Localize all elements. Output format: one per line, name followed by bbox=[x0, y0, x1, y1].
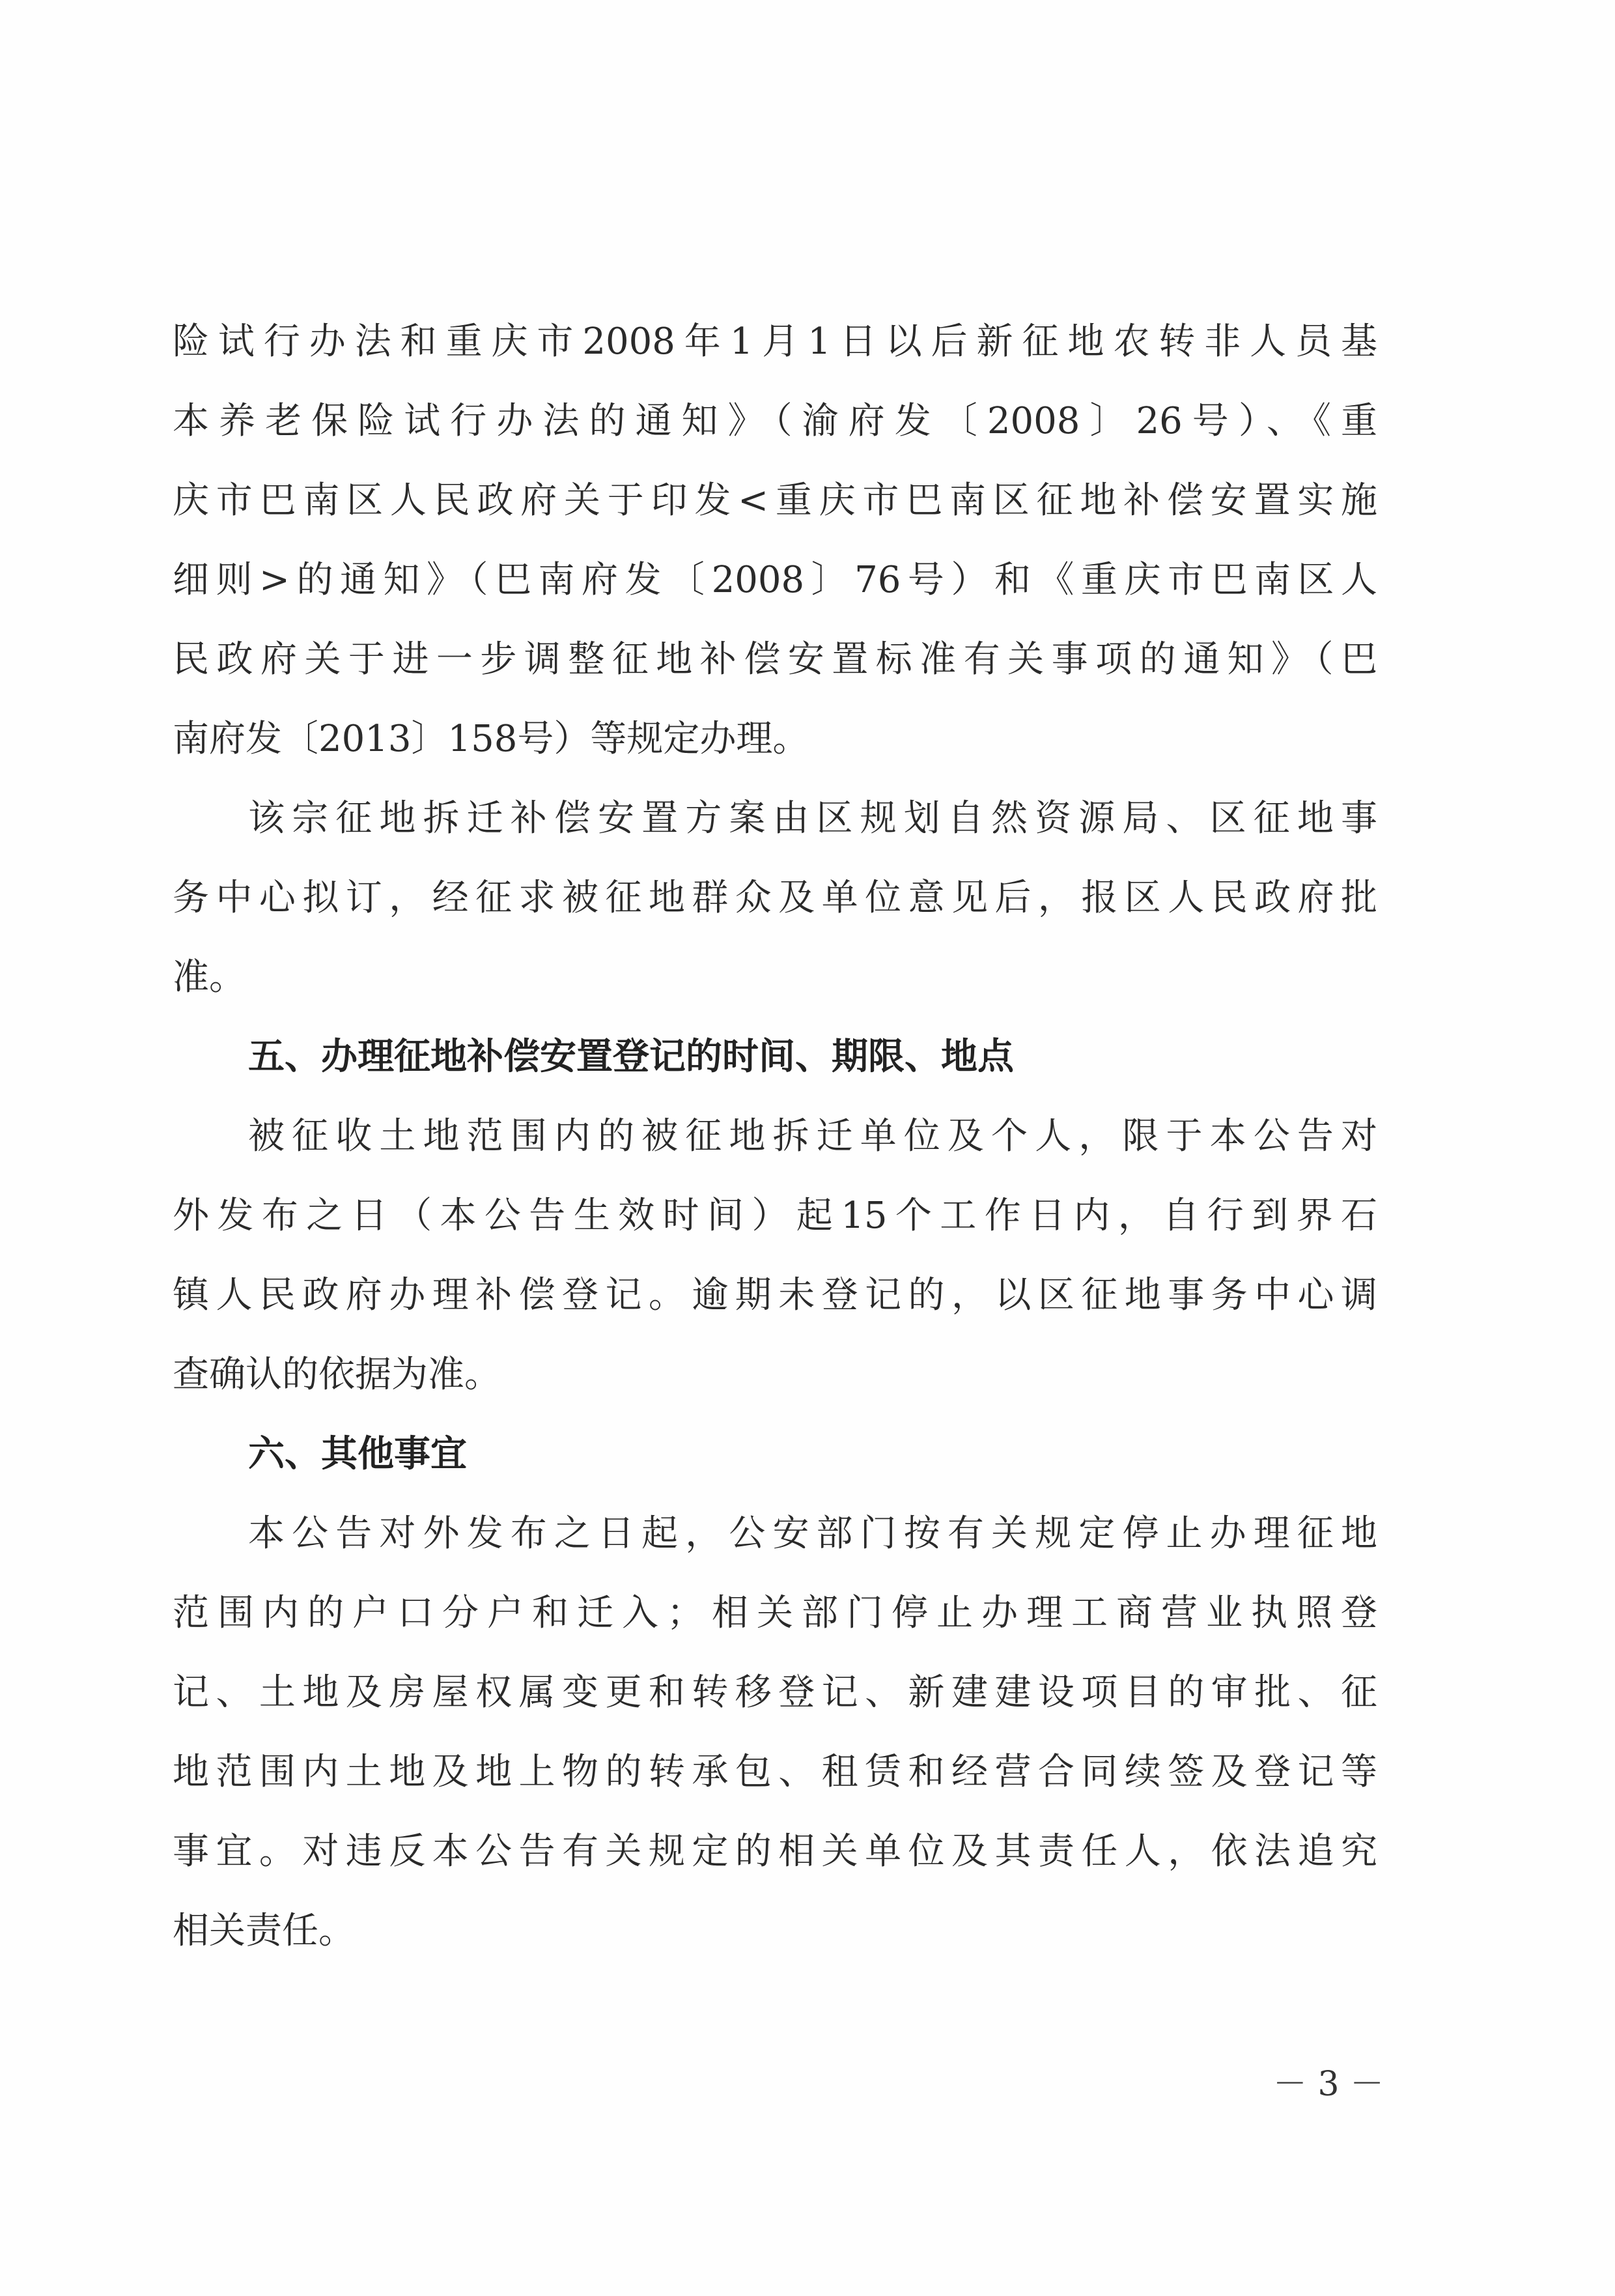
paragraph-line: 镇人民政府办理补偿登记。逾期未登记的，以区征地事务中心调 bbox=[173, 1274, 1377, 1316]
paragraph-line: 务中心拟订，经征求被征地群众及单位意见后，报区人民政府批 bbox=[173, 877, 1377, 919]
paragraph-line: 查确认的依据为准。 bbox=[173, 1354, 501, 1396]
paragraph-line: 准。 bbox=[173, 956, 246, 999]
paragraph-line: 本养老保险试行办法的通知》（渝府发〔2008〕26号）、《重 bbox=[173, 400, 1377, 442]
paragraph-line: 范围内的户口分户和迁入；相关部门停止办理工商营业执照登 bbox=[173, 1592, 1377, 1634]
section-heading-six: 六、其他事宜 bbox=[248, 1433, 467, 1475]
paragraph-line: 细则>的通知》（巴南府发〔2008〕76号）和《重庆市巴南区人 bbox=[173, 559, 1377, 601]
paragraph-line: 记、土地及房屋权属变更和转移登记、新建建设项目的审批、征 bbox=[173, 1671, 1377, 1714]
paragraph-line: 该宗征地拆迁补偿安置方案由区规划自然资源局、区征地事 bbox=[248, 797, 1377, 840]
document-body bbox=[173, 302, 1377, 1971]
paragraph-line: 本公告对外发布之日起，公安部门按有关规定停止办理征地 bbox=[248, 1512, 1377, 1555]
paragraph-line: 外发布之日（本公告生效时间）起15个工作日内，自行到界石 bbox=[173, 1195, 1377, 1237]
paragraph-line: 庆市巴南区人民政府关于印发<重庆市巴南区征地补偿安置实施 bbox=[173, 479, 1377, 522]
paragraph-line: 险试行办法和重庆市2008年1月1日以后新征地农转非人员基 bbox=[173, 320, 1377, 363]
paragraph-line: 民政府关于进一步调整征地补偿安置标准有关事项的通知》（巴 bbox=[173, 638, 1377, 681]
paragraph-line: 相关责任。 bbox=[173, 1910, 355, 1952]
paragraph-line: 南府发〔2013〕158号）等规定办理。 bbox=[173, 718, 809, 760]
paragraph-line: 地范围内土地及地上物的转承包、租赁和经营合同续签及登记等 bbox=[173, 1751, 1377, 1793]
paragraph-line: 被征收土地范围内的被征地拆迁单位及个人，限于本公告对 bbox=[248, 1115, 1377, 1157]
section-heading-five: 五、办理征地补偿安置登记的时间、期限、地点 bbox=[248, 1036, 1014, 1078]
page-number: － 3 － bbox=[1272, 2065, 1384, 2104]
paragraph-line: 事宜。对违反本公告有关规定的相关单位及其责任人，依法追究 bbox=[173, 1830, 1377, 1873]
